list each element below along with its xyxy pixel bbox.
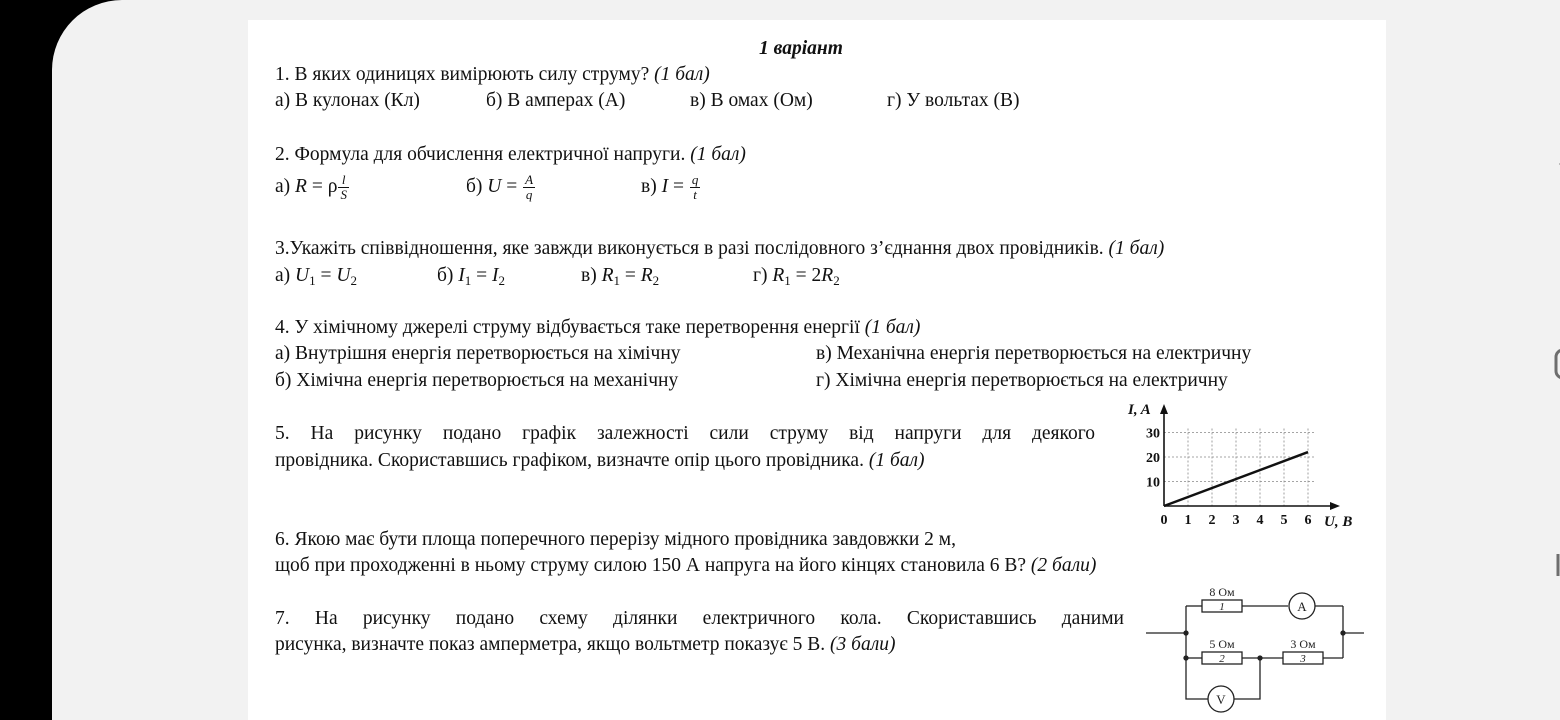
q3-b-label: б) [437, 265, 454, 286]
q3-d-sym1: R [772, 265, 785, 286]
home-square-icon [1528, 340, 1560, 390]
navigation-bar [1528, 0, 1560, 720]
q2-a-numerator: l [338, 173, 349, 188]
resistor-1-number: 1 [1219, 601, 1225, 613]
question-6-text: щоб при проходженні в ньому струму силою 150 А напруга на його кінцях становила 6 В? [275, 555, 1027, 576]
back-button[interactable] [1528, 140, 1560, 190]
current-voltage-graph [1120, 396, 1370, 536]
q3-option-d [753, 264, 840, 288]
question-7-text: рисунка, визначте показ амперметра, якщо вольтметр показує 5 В. [275, 634, 826, 655]
question-3 [275, 237, 1164, 261]
q3-a-sym2: U [336, 265, 351, 286]
q1-option-a: а) В кулонах (Кл) [275, 90, 420, 111]
q3-option-b [437, 264, 505, 288]
question-1-text: 1. В яких одиницях вимірюють силу струму? [275, 64, 650, 85]
q3-d-sub1: 1 [784, 273, 791, 288]
y-tick-label: 10 [1146, 475, 1160, 491]
x-axis-label: U, В [1324, 514, 1353, 530]
q2-b-numerator: A [525, 172, 534, 188]
question-6-points: (2 бали) [1030, 555, 1097, 576]
q3-d-label: г) [753, 265, 768, 286]
q3-a-label: а) [275, 265, 291, 286]
q3-c-sub1: 1 [613, 273, 620, 288]
q2-c-label: в) [641, 176, 657, 197]
resistor-3-value: 3 Ом [1290, 637, 1316, 651]
q2-a-fraction [338, 173, 349, 202]
question-2-text: 2. Формула для обчислення електричної напруги. [275, 144, 686, 165]
q2-c-denominator: t [693, 187, 697, 203]
q3-d-coef: 2 [811, 265, 822, 286]
q3-c-sym2: R [640, 265, 653, 286]
page-title: 1 варіант [759, 38, 843, 59]
x-tick-label: 5 [1280, 513, 1288, 528]
q4-option-a: а) Внутрішня енергія перетворюється на хімічну [275, 343, 681, 364]
q2-option-c [641, 172, 701, 202]
resistor-2-value: 5 Ом [1209, 637, 1235, 651]
question-2 [275, 143, 746, 167]
q3-b-eq: = [476, 265, 488, 286]
q2-c-eq: = [672, 176, 684, 197]
q2-a-label: а) [275, 176, 291, 197]
ammeter-label: A [1297, 599, 1307, 614]
q4-option-b: б) Хімічна енергія перетворюється на механічну [275, 370, 679, 391]
q3-b-sym2: I [492, 265, 499, 286]
circuit-diagram [1140, 580, 1370, 720]
q3-b-sub1: 1 [464, 273, 472, 288]
q3-d-eq: = [795, 265, 807, 286]
x-tick-label: 0 [1160, 513, 1168, 528]
resistor-2-number: 2 [1219, 653, 1225, 665]
q3-c-sub2: 2 [652, 273, 660, 288]
document-page [248, 20, 1386, 720]
resistor-3-number: 3 [1300, 653, 1306, 665]
phone-screen [52, 0, 1560, 720]
recents-bars-icon [1528, 540, 1560, 590]
q2-a-denominator: S [340, 187, 347, 203]
q3-a-eq: = [320, 265, 332, 286]
y-tick-label: 30 [1146, 426, 1160, 442]
question-7-line-2 [275, 633, 895, 657]
question-5-line-2 [275, 449, 925, 473]
question-4 [275, 316, 920, 340]
y-axis-label: I, A [1128, 402, 1151, 418]
q2-b-label: б) [466, 176, 483, 197]
x-tick-label: 3 [1232, 513, 1240, 528]
q2-b-eq: = [506, 176, 518, 197]
question-5-points: (1 бал) [868, 450, 925, 471]
q3-d-sym2: R [821, 265, 834, 286]
q3-a-sub2: 2 [350, 273, 357, 288]
question-5-text: провідника. Скориставшись графіком, визначте опір цього провідника. [275, 450, 864, 471]
q2-c-numerator: q [691, 172, 699, 188]
q2-b-lhs: U [487, 176, 502, 197]
question-7-points: (3 бали) [830, 634, 896, 655]
q3-b-sub2: 2 [498, 273, 506, 288]
recents-button[interactable] [1528, 540, 1560, 590]
x-axis-arrow [1330, 502, 1340, 510]
x-tick-label: 2 [1208, 513, 1216, 528]
question-2-points: (1 бал) [690, 144, 746, 165]
home-button[interactable] [1528, 340, 1560, 390]
q2-c-fraction [690, 173, 701, 202]
q2-a-lhs: R [295, 176, 307, 197]
q3-c-sym1: R [601, 265, 614, 286]
q3-c-label: в) [581, 265, 597, 286]
chevron-left-icon [1528, 140, 1560, 190]
question-6-line-2 [275, 554, 1096, 578]
q3-d-sub2: 2 [833, 273, 840, 288]
q2-option-a [275, 172, 350, 202]
question-7-line-1: 7. На рисунку подано схему ділянки електричного кола. Скориставшись даними [275, 608, 1124, 629]
question-1-points: (1 бал) [654, 64, 710, 85]
question-3-points: (1 бал) [1108, 238, 1165, 259]
q3-a-sub1: 1 [309, 273, 316, 288]
question-3-text: 3.Укажіть співвідношення, яке завжди виконується в разі послідовного з’єднання двох провідників. [275, 238, 1104, 259]
question-5-line-1: 5. На рисунку подано графік залежності сили струму від напруги для деякого [275, 423, 1095, 444]
q4-option-d: г) Хімічна енергія перетворюється на електричну [816, 370, 1228, 391]
q3-a-sym1: U [295, 265, 310, 286]
q2-b-fraction [523, 173, 535, 202]
q1-option-b: б) В амперах (А) [486, 90, 626, 111]
q2-b-denominator: q [525, 187, 533, 203]
x-tick-label: 1 [1184, 513, 1192, 528]
q2-c-lhs: I [661, 176, 669, 197]
q2-a-rho: ρ [327, 176, 338, 197]
resistor-1-value: 8 Ом [1209, 585, 1235, 599]
q4-option-c: в) Механічна енергія перетворюється на електричну [816, 343, 1252, 364]
q3-option-c [581, 264, 659, 288]
question-4-text: 4. У хімічному джерелі струму відбувається таке перетворення енергії [275, 317, 860, 338]
x-tick-label: 4 [1256, 513, 1264, 528]
q2-option-b [466, 172, 536, 202]
q3-option-a [275, 264, 357, 288]
voltmeter-label: V [1216, 692, 1226, 707]
y-axis-arrow [1160, 404, 1168, 414]
question-6-line-1: 6. Якою має бути площа поперечного перерізу мідного провідника завдовжки 2 м, [275, 529, 956, 550]
q3-b-sym1: I [458, 265, 465, 286]
q2-a-eq: = [311, 176, 323, 197]
q1-option-c: в) В омах (Ом) [690, 90, 813, 111]
q3-c-eq: = [624, 265, 636, 286]
q1-option-d: г) У вольтах (В) [887, 90, 1020, 111]
y-tick-label: 20 [1146, 451, 1160, 466]
question-4-points: (1 бал) [864, 317, 921, 338]
question-1 [275, 63, 710, 87]
x-tick-label: 6 [1304, 513, 1312, 528]
